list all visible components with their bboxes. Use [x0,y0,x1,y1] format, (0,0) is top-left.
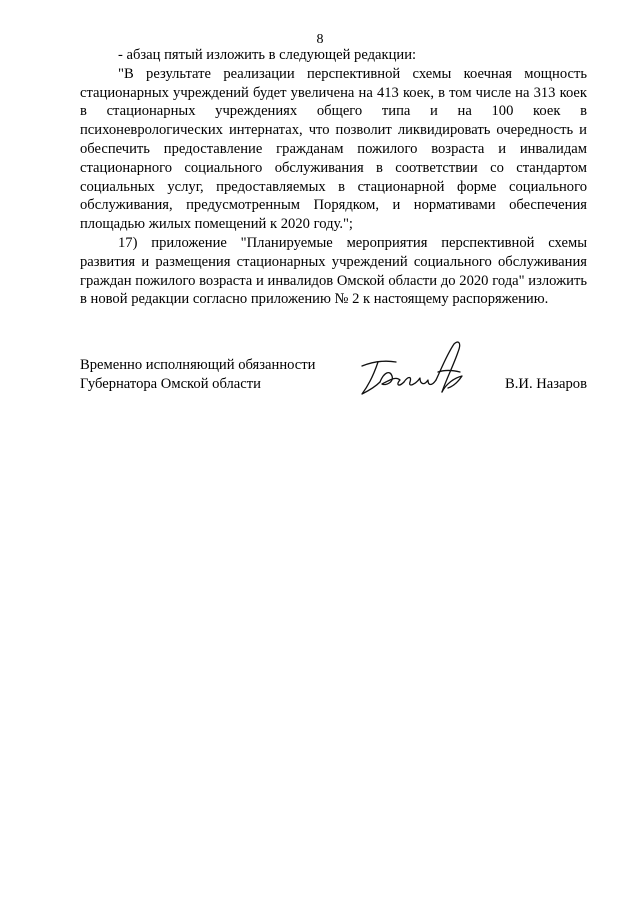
document-body [80,46,587,309]
paragraph-2: "В результате реализации перспективной схемы коечная мощность стационарных учреждений будет увеличена на 413 коек, в том числе на 313 коек в стационарных учреждениях общего типа и на 100 коек в психоневрологических интернатах, что позволит ликвидировать очередность и обеспечить предоставление гражданам пожилого возраста и инвалидам стационарного социального обслуживания в соответствии со стандартом социальных услуг, предоставляемых в стационарной форме социального обслуживания, предусмотренным Порядком, и нормативами обеспечения площадью жилых помещений к 2020 году."; [80,65,587,233]
paragraph-3: 17) приложение "Планируемые мероприятия перспективной схемы развития и размещения стационарных учреждений социального обслуживания граждан пожилого возраста и инвалидов Омской области до 2020 года" изложить в новой редакции согласно приложению № 2 к настоящему распоряжению. [80,234,587,308]
paragraph-1: - абзац пятый изложить в следующей редакции: [118,47,417,63]
signature-block [80,356,587,416]
signatory-position-line-1: Временно исполняющий обязанности [80,357,316,373]
page-number: 8 [316,32,324,47]
signatory-position [80,356,340,394]
signatory-position-line-2: Губернатора Омской области [80,375,261,392]
handwritten-signature-icon [350,336,480,410]
signatory-name: В.И. Назаров [505,375,587,392]
